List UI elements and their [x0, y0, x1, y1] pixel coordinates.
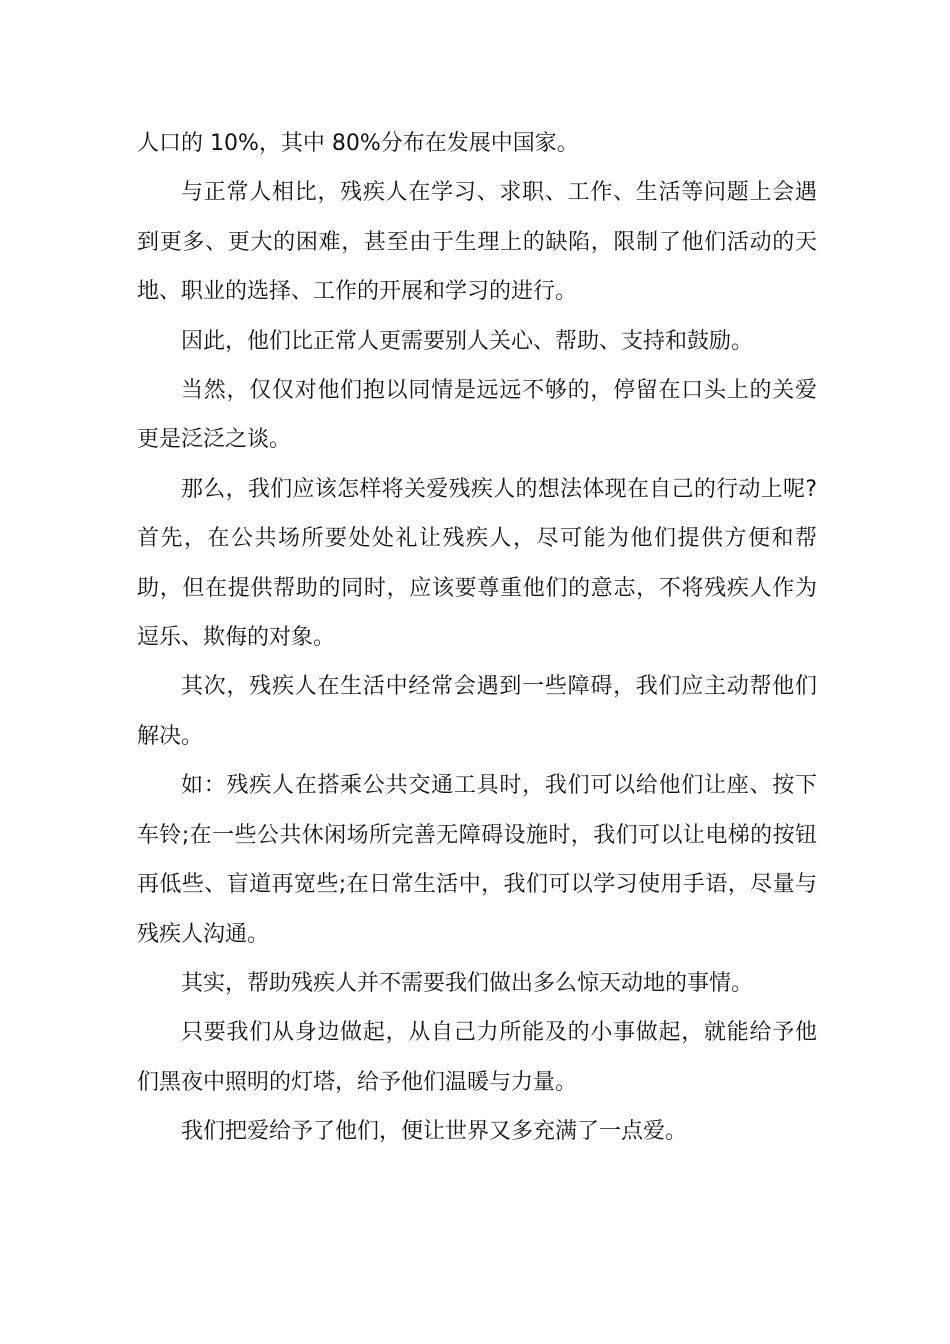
- paragraph: 因此，他们比正常人更需要别人关心、帮助、支持和鼓励。: [181, 328, 754, 354]
- paragraph: 我们把爱给予了他们，便让世界又多充满了一点爱。: [181, 1119, 688, 1145]
- paragraph: 其实，帮助残疾人并不需要我们做出多么惊天动地的事情。: [181, 970, 754, 996]
- paragraph: 与正常人相比，残疾人在学习、求职、工作、生活等问题上会遇到更多、更大的困难，甚至由于生理上的缺陷，限制了他们活动的天地、职业的选择、工作的开展和学习的进行。: [137, 180, 817, 305]
- paragraph: 其次，残疾人在生活中经常会遇到一些障碍，我们应主动帮他们解决。: [137, 674, 817, 749]
- document-body: [137, 119, 817, 1157]
- paragraph: 那么，我们应该怎样将关爱残疾人的想法体现在自己的行动上呢?首先，在公共场所要处处礼让残疾人，尽可能为他们提供方便和帮助，但在提供帮助的同时，应该要尊重他们的意志，不将残疾人作为逗乐、欺侮的对象。: [137, 476, 817, 651]
- paragraph: 当然，仅仅对他们抱以同情是远远不够的，停留在口头上的关爱更是泛泛之谈。: [137, 378, 817, 453]
- paragraph: 如：残疾人在搭乘公共交通工具时，我们可以给他们让座、按下车铃;在一些公共休闲场所完善无障碍设施时，我们可以让电梯的按钮再低些、盲道再宽些;在日常生活中，我们可以学习使用手语，尽量与残疾人沟通。: [137, 773, 817, 947]
- paragraph: 只要我们从身边做起，从自己力所能及的小事做起，就能给予他们黑夜中照明的灯塔，给予他们温暖与力量。: [137, 1020, 817, 1095]
- paragraph-continued: 人口的 10%，其中 80%分布在发展中国家。: [137, 131, 579, 156]
